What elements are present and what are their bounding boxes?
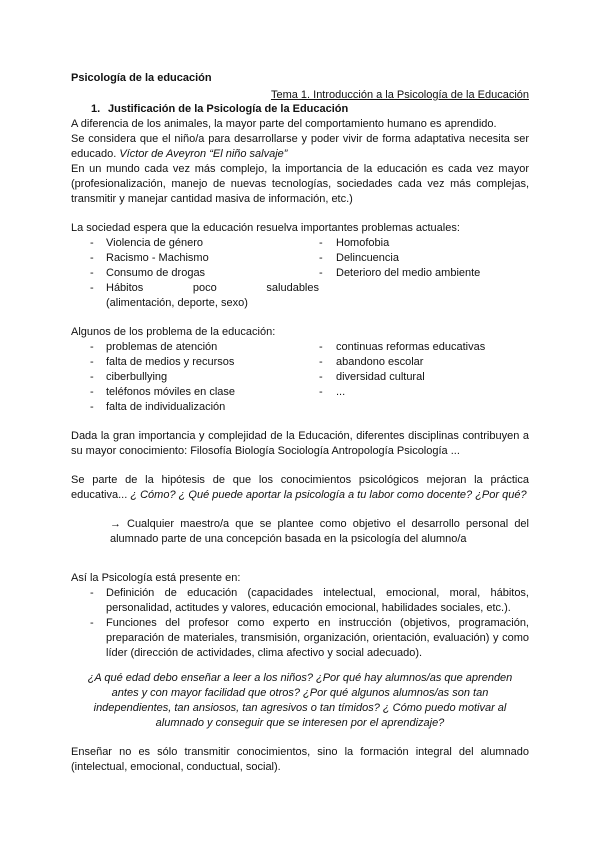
list-item-line: Hábitos poco saludables: [106, 282, 319, 294]
hypothesis-text: Se parte de la hipótesis de que los conocimientos psicológicos mejoran la práctica educativa...: [71, 474, 529, 501]
society-problem-list: [71, 236, 529, 311]
list-item: - Violencia de género: [71, 236, 319, 251]
list-item: - falta de medios y recursos: [71, 355, 319, 370]
list-item: - Funciones del profesor como experto en instrucción (objetivos, programación, preparación de materiales, transmisión, organización, orientación, evaluación) y como líder (dirección de actividades, clima afectivo y social adecuado).: [71, 616, 529, 661]
list-item: - falta de individualización: [71, 400, 319, 415]
list-item: - Deterioro del medio ambiente: [319, 266, 529, 281]
arrow-right-icon: →: [110, 518, 121, 530]
list-item-line: (alimentación, deporte, sexo): [106, 297, 248, 309]
intro-paragraph-2: [71, 132, 529, 162]
section-heading: [91, 102, 529, 117]
society-list-right: [319, 236, 529, 311]
intro-paragraph-2-reference: Víctor de Aveyron “El niño salvaje”: [119, 148, 288, 160]
list-item: - Delincuencia: [319, 251, 529, 266]
list-item: [71, 281, 319, 311]
list-item: - Racismo - Machismo: [71, 251, 319, 266]
conclusion-paragraph: Enseñar no es sólo transmitir conocimientos, sino la formación integral del alumnado (intelectual, emocional, conductual, social).: [71, 746, 529, 773]
list-item: - continuas reformas educativas: [319, 340, 529, 355]
hypothesis-question: ¿ Cómo? ¿ Qué puede aportar la psicología a tu labor como docente? ¿Por qué?: [130, 489, 527, 501]
topic-heading: Tema 1. Introducción a la Psicología de la Educación: [270, 89, 529, 101]
list-item: - ciberbullying: [71, 370, 319, 385]
arrow-note-text: Cualquier maestro/a que se plantee como objetivo el desarrollo personal del alumnado parte de una concepción basada en la psicología del alumno/a: [110, 518, 529, 545]
document-title: Psicología de la educación: [71, 72, 212, 84]
list-item: - Definición de educación (capacidades intelectual, emocional, moral, hábitos, personalidad, actitudes y valores, educación emocional, habilidades sociales, etc.).: [71, 586, 529, 616]
presence-list: [71, 586, 529, 661]
presence-lead: Así la Psicología está presente en:: [71, 572, 241, 584]
section-number: 1.: [91, 103, 101, 115]
list-item: - ...: [319, 385, 529, 400]
problems-lead: Algunos de los problema de la educación:: [71, 326, 276, 338]
problems-list-left: [71, 340, 319, 415]
hypothesis-paragraph: [71, 473, 529, 503]
society-lead: La sociedad espera que la educación resuelva importantes problemas actuales:: [71, 222, 460, 234]
teacher-questions: ¿A qué edad debo enseñar a leer a los niños? ¿Por qué hay alumnos/as que aprenden antes y con mayor facilidad que otros? ¿Por qué algunos alumnos/as son tan independientes, tan ansiosos, tan agresivos o tan tímidos? ¿ Cómo puedo motivar al alumnado y conseguir que se interesen por el aprendizaje?: [87, 672, 513, 729]
list-item: - teléfonos móviles en clase: [71, 385, 319, 400]
intro-paragraph-3: En un mundo cada vez más complejo, la importancia de la educación es cada vez mayor (profesionalización, manejo de nuevas tecnologías, sociedades cada vez más complejas, transmitir y manejar cantidad masiva de información, etc.): [71, 163, 529, 205]
list-item: - abandono escolar: [319, 355, 529, 370]
arrow-note: [110, 517, 529, 547]
section-title: Justificación de la Psicología de la Educación: [108, 103, 349, 115]
document-page: [71, 71, 529, 775]
disciplines-paragraph: Dada la gran importancia y complejidad de la Educación, diferentes disciplinas contribuyen a su mayor conocimiento: Filosofía Biología Sociología Antropología Psicología ...: [71, 430, 529, 457]
list-item: - Homofobia: [319, 236, 529, 251]
education-problem-list: [71, 340, 529, 415]
list-item: - problemas de atención: [71, 340, 319, 355]
society-list-left: [71, 236, 319, 311]
problems-list-right: [319, 340, 529, 415]
intro-paragraph-1: A diferencia de los animales, la mayor parte del comportamiento humano es aprendido.: [71, 118, 497, 130]
intro-paragraph-2-text: Se considera que el niño/a para desarrollarse y poder vivir de forma adaptativa necesita ser educado.: [71, 133, 529, 160]
list-item: - Consumo de drogas: [71, 266, 319, 281]
list-item: - diversidad cultural: [319, 370, 529, 385]
